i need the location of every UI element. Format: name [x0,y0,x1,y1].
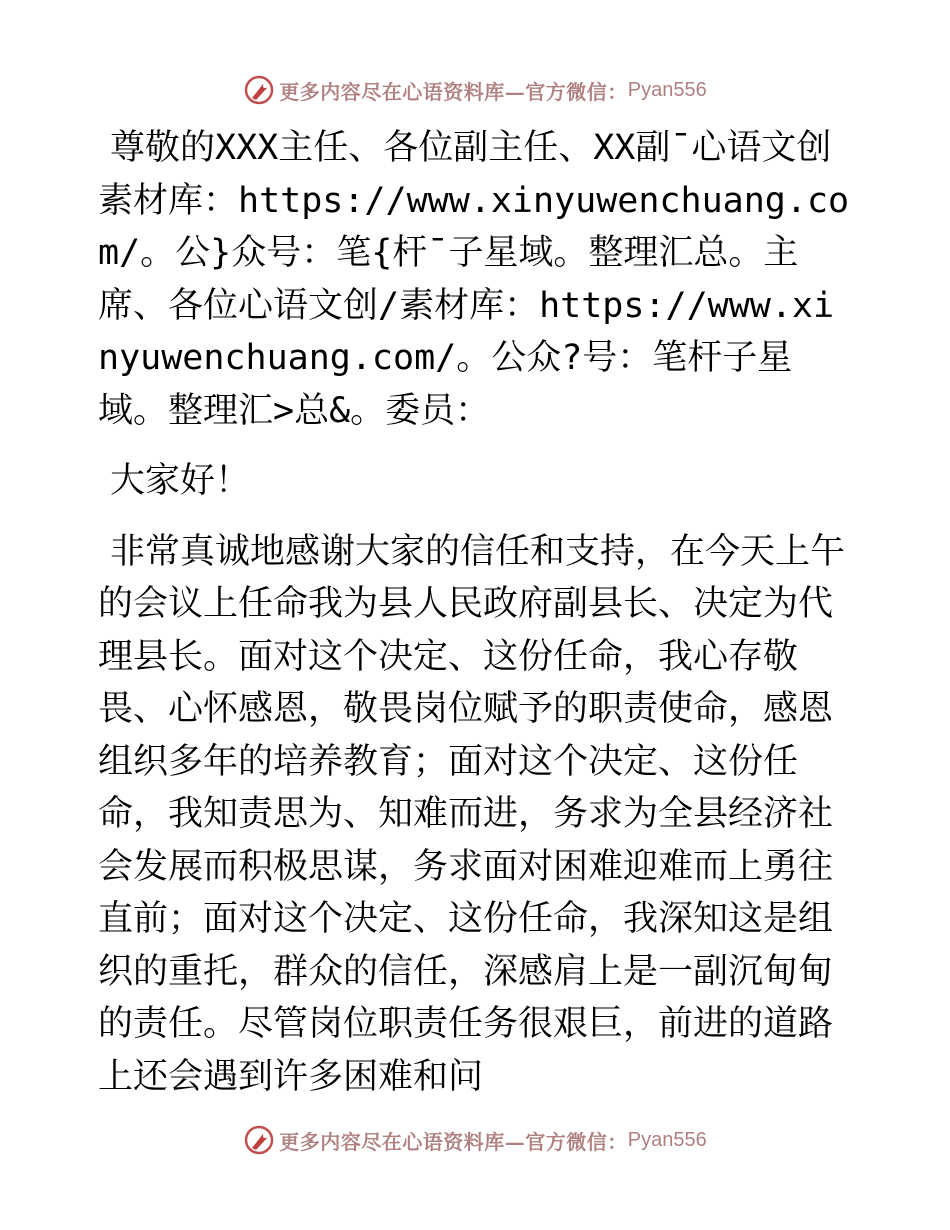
body-paragraph: 非常真诚地感谢大家的信任和支持，在今天上午的会议上任命我为县人民政府副县长、决定为代理县长。面对这个决定、这份任命，我心存敬畏、心怀感恩，敬畏岗位赋予的职责使命，感恩组织多年的培养教育；面对这个决定、这份任命，我知责思为、知难而进，务求为全县经济社会发展而积极思谋，务求面对困难迎难而上勇往直前；面对这个决定、这份任命，我深知这是组织的重托，群众的信任，深感肩上是一副沉甸甸的责任。尽管岗位职责任务很艰巨，前进的道路上还会遇到许多困难和问 [98,531,846,1097]
footer-banner-text: 更多内容尽在心语资料库—官方微信： [279,1129,628,1154]
header-banner-text: 更多内容尽在心语资料库—官方微信： [279,79,628,104]
greeting-paragraph: 大家好！ [110,461,251,501]
footer-banner-id: Pyan556 [627,1128,707,1151]
salutation-paragraph: 尊敬的XXX主任、各位副主任、XX副¯心语文创素材库：https://www.xinyuwenchuang.com/。公}众号：笔{杆¯子星域。整理汇总。主席、各位心语文创/素材库：https://www.xinyuwenchuang.com/。公众?号：笔杆子星域。整理汇>总&。委员： [98,128,850,431]
document-body [98,122,850,1103]
pen-nib-circle-icon [243,1124,275,1156]
header-banner [0,72,950,108]
pen-nib-circle-icon [243,74,275,106]
footer-banner [0,1122,950,1158]
header-banner-id: Pyan556 [627,78,707,101]
